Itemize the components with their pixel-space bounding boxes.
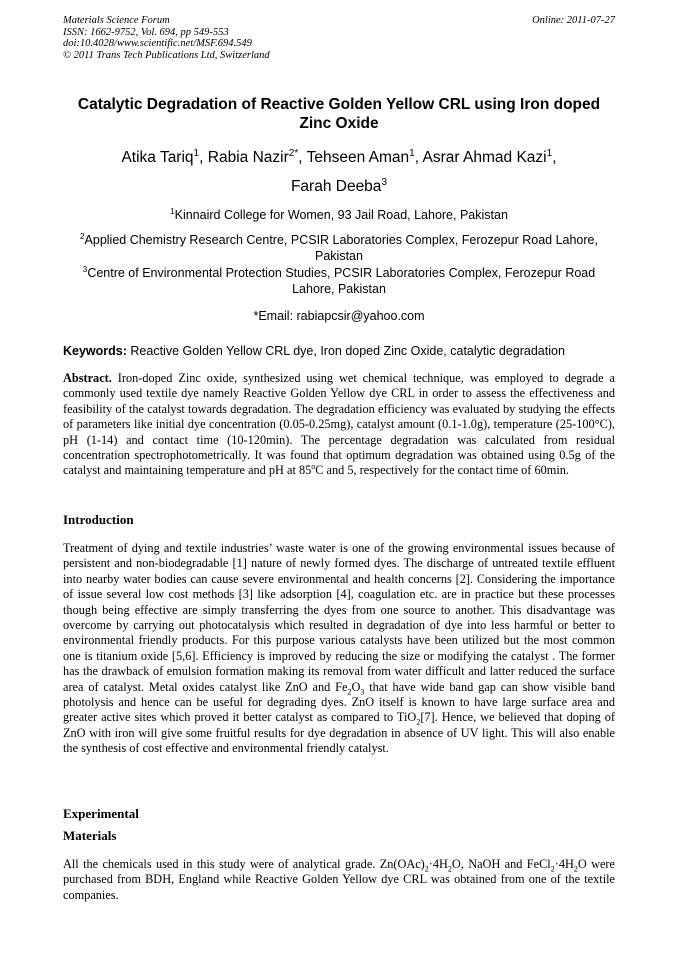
abstract-text-end: C and 5, respectively for the contact time of 60min. (315, 463, 569, 478)
online-date: Online: 2011-07-27 (532, 15, 615, 26)
section-heading-introduction: Introduction (63, 512, 134, 527)
affiliation-3 (63, 265, 615, 297)
corresponding-email (63, 308, 615, 324)
author-name: Farah Deeba (290, 178, 382, 195)
author-name: Tehseen Aman (306, 149, 410, 166)
journal-header (63, 15, 615, 61)
affiliation-text: Lahore, Pakistan (292, 282, 386, 296)
intro-text: Treatment of dying and textile industries’ waste water is one of the growing environmental issues because of persistent and non-biodegradable [1] nature of newly formed dyes. The discharge of untreated textile effluent into nearby water bodies can cause severe environmental and health concerns [2]. Considering the importance of issue several low cost methods [3] like adsorption [4], coagulation etc. are in practice but these processes though being effective are simply transferring the dyes from one source to another. This disadvantage was overcome by carrying out photocatalysis which resulted in degradation of dye into less harmful or better to environmental friendly products. For this purpose various catalysts have been utilized but the most common one is titanium oxide [5,6]. Efficiency is improved by reducing the size or modifying the catalyst . The former has the drawback of emulsion formation making its removal from water difficult and latter reduced the surface area of catalyst. Metal oxides catalyst like ZnO and Fe (63, 541, 615, 694)
authors-line-1: Atika Tariq$^1$, Rabia Nazir$^{2*}$, Tehseen Aman$^1$, Asrar Ahmad Kazi$^1$, (121, 147, 557, 166)
subscript: 2 (424, 864, 429, 874)
author-name: Rabia Nazir (207, 149, 289, 166)
materials-text: ·4H (554, 857, 574, 871)
paper-title (63, 95, 615, 133)
subscript: 2 (447, 864, 452, 874)
author-affiliation-mark: 1 (409, 147, 415, 159)
keywords-text: Reactive Golden Yellow CRL dye, Iron doped Zinc Oxide, catalytic degradation (130, 344, 565, 358)
subscript: 2 (550, 864, 555, 874)
author-affiliation-mark: 1 (193, 147, 200, 159)
author-affiliation-mark: 2* (288, 147, 299, 159)
author-name: Atika Tariq (121, 149, 194, 166)
affiliation-1 (63, 207, 615, 223)
intro-text: that have wide band gap can show visible band photolysis and hence can be useful for degrading dyes. ZnO itself is known to have large surface area and greater active sites which proved it better catalyst as compared to TiO (63, 679, 615, 725)
subscript: 2 (573, 864, 578, 874)
issn-line: ISSN: 1662-9752, Vol. 694, pp 549-553 (63, 26, 229, 38)
degree-mark: o (311, 462, 316, 472)
subscript: 2 (416, 717, 421, 727)
subscript: 3 (360, 687, 365, 697)
keywords (63, 343, 615, 359)
subscript: 2 (347, 687, 352, 697)
abstract (63, 371, 615, 479)
affiliation-text: Kinnaird College for Women, 93 Jail Road, Lahore, Pakistan (174, 208, 508, 222)
journal-name: Materials Science Forum (63, 15, 170, 26)
materials-paragraph (63, 857, 615, 903)
title-line-1: Catalytic Degradation of Reactive Golden Yellow CRL using Iron doped (77, 96, 601, 113)
doi-line: doi:10.4028/www.scientific.net/MSF.694.549 (63, 38, 252, 49)
affiliation-mark: 1 (170, 206, 175, 216)
affiliation-mark: 3 (82, 264, 88, 274)
authors-line-2 (63, 172, 615, 201)
author-affiliation-mark: 3 (381, 176, 388, 188)
intro-text: O (351, 679, 361, 694)
materials-text: ·4H (428, 857, 448, 871)
intro-text: [7]. Hence, we believed that doping of ZnO with iron will give some fruitful results for dye degradation in absence of UV light. This will also enable the synthesis of cost effective and environmental friendly catalyst. (63, 710, 615, 756)
abstract-label: Abstract. (63, 371, 112, 385)
author-list (63, 143, 615, 201)
keywords-label: Keywords: (63, 344, 127, 358)
materials-text: O were purchased from BDH, England while Reactive Golden Yellow dye CRL was obtained from one of the textile companies. (63, 857, 615, 902)
author-affiliation-mark: 1 (546, 147, 553, 159)
title-line-2: Zinc Oxide (299, 115, 379, 132)
affiliation-text: Centre of Environmental Protection Studies, PCSIR Laboratories Complex, Ferozepur Road (87, 266, 596, 280)
affiliation-text: Applied Chemistry Research Centre, PCSIR Laboratories Complex, Ferozepur Road Lahore, (84, 233, 598, 247)
materials-text: All the chemicals used in this study were of analytical grade. Zn(OAc) (63, 857, 425, 871)
affiliation-mark: 2 (80, 231, 85, 241)
affiliation-text: Pakistan (315, 249, 363, 263)
copyright-line: © 2011 Trans Tech Publications Ltd, Switzerland (63, 49, 270, 61)
email-text: *Email: rabiapcsir@yahoo.com (253, 309, 425, 323)
section-heading-experimental: Experimental (63, 806, 139, 821)
abstract-text: Iron-doped Zinc oxide, synthesized using wet chemical technique, was employed to degrade a commonly used textile dye namely Reactive Golden Yellow dye CRL in order to assess the effectiveness and feasibility of the catalyst towards degradation. The degradation efficiency was evaluated by studying the effects of parameters like initial dye concentration (0.05-0.25mg), catalyst amount (0.1-1.0g), temperature (25-100°C), pH (1-14) and contact time (10-120min). The percentage degradation was calculated from residual concentration spectrophotometrically. It was found that optimum degradation was obtained using 0.5g of the catalyst and maintaining temperature and pH at 85 (63, 371, 616, 478)
affiliation-2 (63, 232, 615, 264)
materials-text: O, NaOH and FeCl (451, 857, 551, 871)
subsection-heading-materials: Materials (63, 828, 117, 843)
author-name: Asrar Ahmad Kazi (422, 149, 547, 166)
introduction-paragraph (63, 541, 615, 757)
